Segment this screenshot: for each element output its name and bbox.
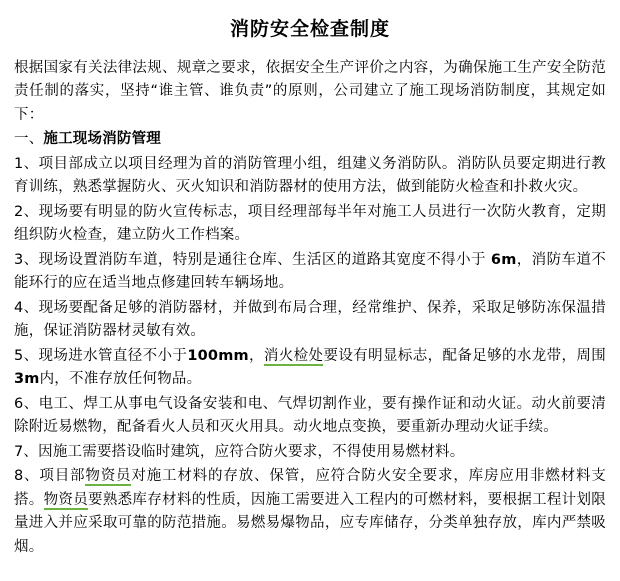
list-item	[14, 441, 606, 464]
item-text: 项目部	[39, 468, 86, 485]
item-text: 对施工材料的存放、保管，应符合防火安全要求，库房应用非燃材料支搭。	[14, 468, 606, 508]
list-item	[14, 201, 606, 248]
item-number: 2、	[14, 203, 39, 220]
item-text: 要设有明显标志，配备足够的水龙带，周围	[323, 347, 607, 364]
item-number: 1、	[14, 155, 39, 172]
page-title: 消防安全检查制度	[229, 18, 390, 40]
item-text: ，	[248, 347, 264, 364]
item-emphasis-value: 6m	[490, 251, 517, 268]
section-number: 一、	[14, 131, 44, 148]
item-text: 现场要配备足够的消防器材，并做到布局合理，经常维护、保养，采取足够防冻保温措施，保证消防器材灵敏有效。	[14, 299, 606, 340]
item-emphasis-value: 100mm	[187, 347, 249, 364]
spellcheck-marked-text: 物资员	[85, 468, 132, 485]
list-item	[14, 345, 606, 392]
spellcheck-marked-text: 物资员	[43, 491, 89, 508]
list-item	[14, 249, 606, 296]
item-text: ，消防车道不能环行的应在适当地点修建回转车辆场地。	[14, 251, 606, 292]
item-text: 电工、焊工从事电气设备安装和电、气焊切割作业，要有操作证和动火证。动火前要清除附近易燃物，配备看火人员和灭火用具。动火地点变换，要重新办理动火证手续。	[14, 395, 606, 436]
section-title: 施工现场消防管理	[43, 131, 162, 148]
item-text: 现场设置消防车道，特别是通往仓库、生活区的道路其宽度不得小于	[38, 251, 491, 268]
item-number: 4、	[14, 299, 39, 316]
item-number: 7、	[14, 443, 39, 460]
item-text: 内，不准存放任何物品。	[39, 371, 202, 388]
item-emphasis-value: 3m	[14, 371, 40, 388]
item-number: 6、	[14, 395, 39, 412]
list-item	[14, 297, 606, 344]
list-item	[14, 393, 606, 440]
item-text: 项目部成立以项目经理为首的消防管理小组，组建义务消防队。消防队员要定期进行教育训练，熟悉掌握防火、灭火知识和消防器材的使用方法，做到能防火检查和扑救火灾。	[14, 155, 606, 196]
list-item	[14, 153, 606, 200]
item-number: 3、	[14, 251, 39, 268]
item-number: 8、	[14, 468, 40, 485]
spellcheck-marked-text: 消火检处	[263, 347, 324, 364]
section-heading-1	[14, 128, 606, 151]
intro-paragraph: 根据国家有关法律法规、规章之要求，依据安全生产评价之内容，为确保施工生产安全防范责任制的落实，坚持“谁主管、谁负责”的原则，公司建立了施工现场消防制度，其规定如下：	[14, 60, 606, 123]
item-text: 现场进水管直径不小于	[38, 347, 188, 364]
item-text: 现场要有明显的防火宣传标志，项目经理部每半年对施工人员进行一次防火教育，定期组织防火检查，建立防火工作档案。	[14, 203, 606, 244]
list-item	[14, 465, 606, 559]
item-text: 要熟悉库存材料的性质，因施工需要进入工程内的可燃材料，要根据工程计划限量进入并应采取可靠的防范措施。易燃易爆物品，应专库储存，分类单独存放，库内严禁吸烟。	[14, 491, 606, 555]
item-number: 5、	[14, 347, 39, 364]
item-text: 因施工需要搭设临时建筑，应符合防火要求，不得使用易燃材料。	[38, 443, 465, 460]
